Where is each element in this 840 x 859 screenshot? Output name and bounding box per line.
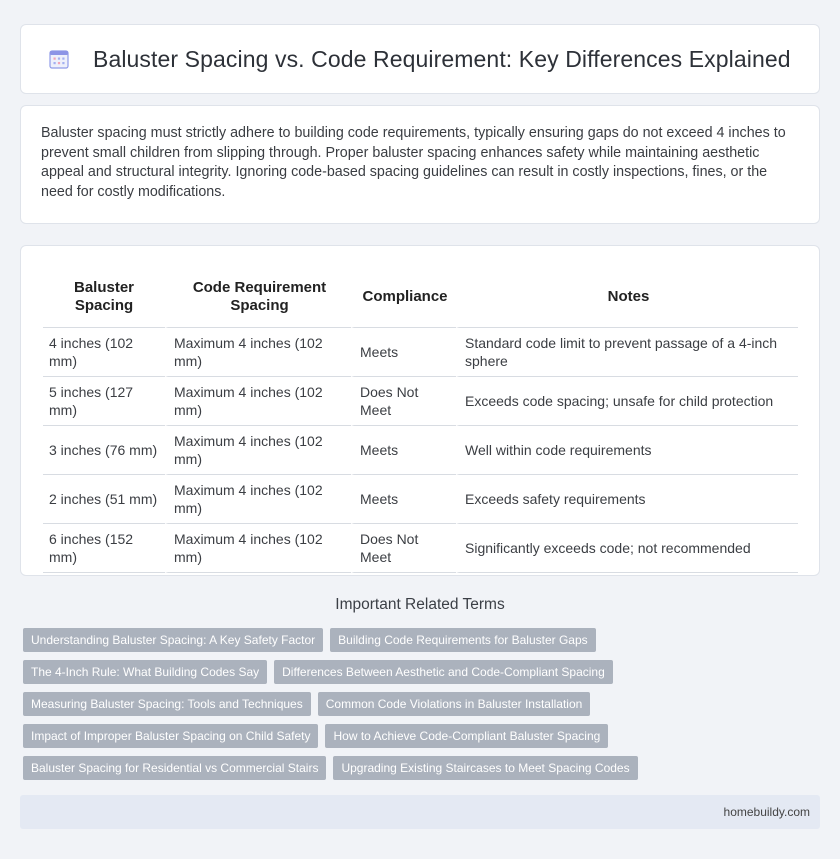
table-row [43,328,798,377]
baluster-spacing-cell: 6 inches (152 mm) [43,524,165,573]
compliance-cell: Meets [351,426,456,475]
column-header: Compliance [351,266,456,328]
notes-cell: Well within code requirements [456,426,798,475]
code-requirement-cell: Maximum 4 inches (102 mm) [165,475,351,524]
compliance-cell: Does Not Meet [351,377,456,426]
compliance-cell: Meets [351,475,456,524]
notes-cell: Exceeds safety requirements [456,475,798,524]
code-requirement-cell: Maximum 4 inches (102 mm) [165,328,351,377]
compliance-cell: Meets [351,328,456,377]
baluster-spacing-cell: 4 inches (102 mm) [43,328,165,377]
code-requirement-cell: Maximum 4 inches (102 mm) [165,426,351,475]
related-term-link[interactable]: The 4-Inch Rule: What Building Codes Say [23,660,267,684]
related-term-link[interactable]: Baluster Spacing for Residential vs Commercial Stairs [23,756,326,780]
table-header-row [43,266,798,328]
related-term-link[interactable]: Building Code Requirements for Baluster Gaps [330,628,595,652]
related-term-link[interactable]: Understanding Baluster Spacing: A Key Safety Factor [23,628,323,652]
related-term-link[interactable]: Impact of Improper Baluster Spacing on Child Safety [23,724,318,748]
notes-cell: Standard code limit to prevent passage of a 4-inch sphere [456,328,798,377]
baluster-spacing-cell: 3 inches (76 mm) [43,426,165,475]
table-row [43,377,798,426]
footer-site-name: homebuildy.com [723,805,810,819]
baluster-spacing-cell: 5 inches (127 mm) [43,377,165,426]
column-header: Code Requirement Spacing [165,266,351,328]
code-requirement-cell: Maximum 4 inches (102 mm) [165,377,351,426]
related-terms-list [23,628,823,788]
code-requirement-cell: Maximum 4 inches (102 mm) [165,524,351,573]
footer [20,795,820,829]
column-header: Baluster Spacing [43,266,165,328]
related-terms-title: Important Related Terms [335,596,505,613]
table-row [43,475,798,524]
intro-card [20,105,820,224]
compliance-cell: Does Not Meet [351,524,456,573]
related-term-link[interactable]: Upgrading Existing Staircases to Meet Spacing Codes [333,756,637,780]
comparison-table-card [20,245,820,576]
table-row [43,524,798,573]
baluster-spacing-cell: 2 inches (51 mm) [43,475,165,524]
intro-text: Baluster spacing must strictly adhere to building code requirements, typically ensuring gaps do not exceed 4 inches to prevent small children from slipping through. Proper baluster spacing enhances safety while maintaining aesthetic appeal and structural integrity. Ignoring code-based spacing guidelines can result in costly inspections, fines, or the need for costly modifications. [41,125,786,200]
column-header: Notes [456,266,798,328]
page-title: Baluster Spacing vs. Code Requirement: Key Differences Explained [93,45,791,72]
related-term-link[interactable]: Measuring Baluster Spacing: Tools and Techniques [23,692,311,716]
related-term-link[interactable]: How to Achieve Code-Compliant Baluster Spacing [325,724,608,748]
related-term-link[interactable]: Differences Between Aesthetic and Code-Compliant Spacing [274,660,613,684]
calendar-icon [47,47,71,71]
notes-cell: Exceeds code spacing; unsafe for child protection [456,377,798,426]
header-card [20,24,820,94]
related-term-link[interactable]: Common Code Violations in Baluster Installation [318,692,591,716]
notes-cell: Significantly exceeds code; not recommended [456,524,798,573]
comparison-table [43,266,798,573]
table-row [43,426,798,475]
